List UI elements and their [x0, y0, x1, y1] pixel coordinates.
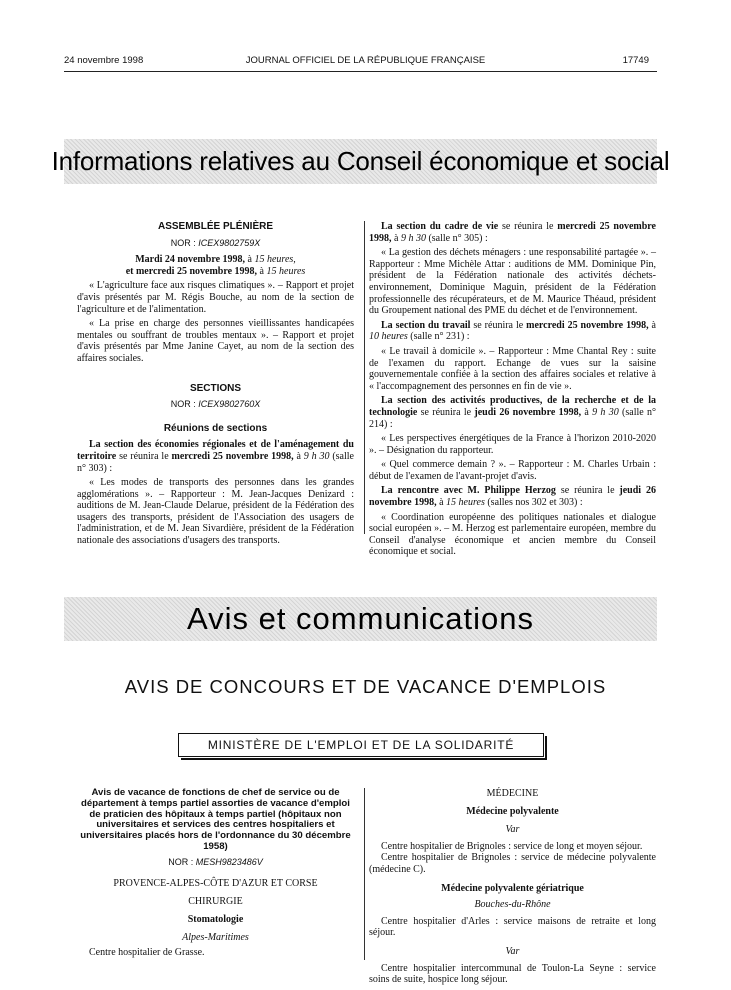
herzog-item: « Coordination européenne des politiques nationales et dialogue social européen ». – M. Herzog est parlementaire européen, membre du Conseil d'analyse économique et ancien membre du Conseil économique et social. [369, 511, 656, 558]
chirurgie-title: CHIRURGIE [188, 895, 243, 907]
right-column [369, 221, 656, 561]
section-travail: La section du travail se réunira le mercredi 25 novembre 1998, à 10 heures (salle n° 231) : [369, 319, 656, 343]
brignoles-item-1: Centre hospitalier de Brignoles : service de long et moyen séjour. [381, 840, 643, 852]
sections-title: SECTIONS [189, 382, 242, 394]
header-date: 24 novembre 1998 [64, 55, 144, 66]
header-rule [64, 71, 657, 72]
arles-item: Centre hospitalier d'Arles : service maisons de retraite et long séjour. [369, 915, 656, 939]
avis-concours-title: AVIS DE CONCOURS ET DE VACANCE D'EMPLOIS [124, 676, 607, 697]
section-cadre-de-vie: La section du cadre de vie se réunira le mercredi 25 novembre 1998, à 9 h 30 (salle n° 305) : [369, 221, 656, 244]
toulon-item: Centre hospitalier intercommunal de Toulon-La Seyne : service soins de suite, hospice long séjour. [369, 962, 656, 986]
vacance-nor: NOR : MESH9823486V [168, 856, 263, 867]
var-heading-2: Var [505, 945, 520, 957]
assemblee-date-1: Mardi 24 novembre 1998, à 15 heures, [135, 254, 296, 266]
assemblee-title: ASSEMBLÉE PLÉNIÈRE [157, 221, 274, 232]
medecine-polyvalente-title: Médecine polyvalente [466, 805, 559, 817]
assemblee-item-1: « L'agriculture face aux risques climatiques ». – Rapport et projet d'avis présentés par M. Régis Bouche, au nom de la section de l'agriculture et de l'alimentation. [77, 280, 354, 315]
left-column [77, 221, 354, 550]
medecine-column [369, 788, 656, 989]
rencontre-herzog: La rencontre avec M. Philippe Herzog se réunira le jeudi 26 novembre 1998, à 15 heures (salles nos 302 et 303) : [369, 485, 656, 509]
header-journal: JOURNAL OFFICIEL DE LA RÉPUBLIQUE FRANÇAISE [245, 55, 486, 66]
activites-item-2: « Quel commerce demain ? ». – Rapporteur : M. Charles Urbain : début de l'examen de l'avant-projet d'avis. [369, 459, 656, 482]
section-economies: La section des économies régionales et de l'aménagement du territoire se réunira le mercredi 25 novembre 1998, à 9 h 30 (salle n° 303) : [77, 439, 354, 474]
page-header [0, 55, 731, 71]
column-divider-lower [364, 788, 365, 960]
banner-conseil: Informations relatives au Conseil économique et social [64, 139, 657, 184]
bouches-du-rhone-heading: Bouches-du-Rhône [474, 899, 551, 911]
sections-nor: NOR : ICEX9802760X [170, 399, 261, 410]
vacance-title: Avis de vacance de fonctions de chef de service ou de département à temps partiel assorties de vacance d'emploi de praticien des hôpitaux à temps partiel (hôpitaux non universitaires et services des centres hospitaliers et universitaires placés hors de l'ordonnance du 30 décembre 1958) [80, 787, 351, 852]
geriatrique-title: Médecine polyvalente gériatrique [441, 882, 584, 894]
header-page-number: 17749 [622, 55, 649, 66]
cadre-de-vie-item: « La gestion des déchets ménagers : une responsabilité partagée ». – Rapporteur : Mme Michèle Attar : auditions de MM. Dominique Pin, président de la Fédération nationale des activités déchets-environnement, Dominique Maguin, président de la Fédération professionnelle des récupérateurs, et de M. Maurice Théaud, président du Groupement national des PME du déchet et de l'environnement. [369, 247, 656, 317]
section-activites: La section des activités productives, de la recherche et de la technologie se réunira le jeudi 26 novembre 1998, à 9 h 30 (salle n° 214) : [369, 395, 656, 430]
reunions-title: Réunions de sections [163, 422, 268, 434]
travail-item: « Le travail à domicile ». – Rapporteur : Mme Chantal Rey : suite de l'examen du rapport. Echange de vues sur la saisine gouvernementale confiée à la section des affaires sociales et relative à « l'accompagnement des personnes en fin de vie ». [369, 345, 656, 392]
alpes-maritimes: Alpes-Maritimes [182, 932, 249, 944]
column-divider [364, 221, 365, 534]
region-title: PROVENCE-ALPES-CÔTE D'AZUR ET CORSE [113, 878, 318, 890]
assemblee-item-2: « La prise en charge des personnes vieillissantes handicapées mentales ou souffrant de troubles mentaux ». – Rapport et projet d'avis présentés par Mme Janine Cayet, au nom de la section des affaires sociales. [77, 318, 354, 364]
brignoles-item-2: Centre hospitalier de Brignoles : service de médecine polyvalente (médecine C). [369, 852, 656, 875]
assemblee-date-2: et mercredi 25 novembre 1998, à 15 heures [125, 265, 306, 277]
assemblee-nor: NOR : ICEX9802759X [170, 237, 261, 248]
ministere-box: MINISTÈRE DE L'EMPLOI ET DE LA SOLIDARITÉ [178, 733, 544, 757]
activites-item-1: « Les perspectives énergétiques de la France à l'horizon 2010-2020 ». – Désignation du rapporteur. [369, 433, 656, 456]
grasse-item: Centre hospitalier de Grasse. [89, 946, 205, 958]
banner-avis: Avis et communications [64, 597, 657, 641]
var-heading-1: Var [505, 824, 520, 836]
section-economies-item: « Les modes de transports des personnes dans les grandes agglomérations ». – Rapporteur : M. Jean-Jacques Denizard : auditions de M. Jean-Claude Delarue, président de la Fédération des usagers des transports, président de l'Association des usagers de l'administration, et de M. Jean Sivardière, président de la Fédération nationale des associations d'usagers des transports. [77, 477, 354, 547]
vacance-column [77, 788, 354, 961]
stomatologie-title: Stomatologie [187, 913, 244, 925]
medecine-title: MÉDECINE [486, 788, 539, 799]
